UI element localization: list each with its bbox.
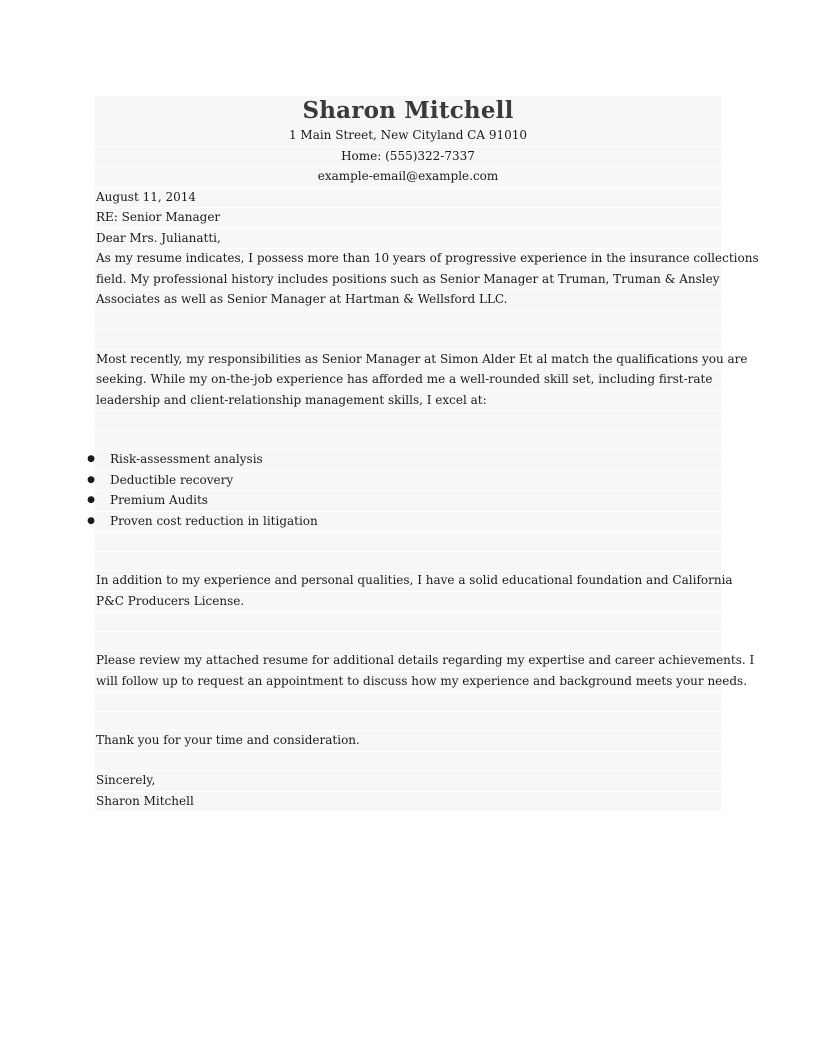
bullet-icon: ● bbox=[87, 474, 95, 485]
paragraph-4-line: Please review my attached resume for additional details regarding my expertise and career achievements. I bbox=[95, 651, 721, 672]
letter-salutation: Dear Mrs. Julianatti, bbox=[95, 229, 721, 250]
blank-line bbox=[95, 612, 721, 632]
skill-text: Proven cost reduction in litigation bbox=[110, 513, 318, 528]
paragraph-1-line: Associates as well as Senior Manager at Hartman & Wellsford LLC. bbox=[95, 290, 721, 311]
paragraph-3-line: P&C Producers License. bbox=[95, 592, 721, 613]
skill-text: Risk-assessment analysis bbox=[110, 452, 263, 466]
paragraph-4 bbox=[95, 651, 755, 692]
bullet-icon: ● bbox=[87, 515, 95, 526]
blank-line bbox=[95, 692, 721, 712]
bullet-icon: ● bbox=[87, 495, 95, 505]
bullet-icon: ● bbox=[87, 454, 95, 464]
paragraph-3-line: In addition to my experience and personal qualities, I have a solid educational foundation and California bbox=[95, 571, 721, 592]
sender-email: example-email@example.com bbox=[95, 167, 721, 188]
letter-subject: RE: Senior Manager bbox=[95, 208, 721, 229]
skills-list bbox=[87, 450, 721, 532]
paragraph-2-line: leadership and client-relationship management skills, I excel at: bbox=[95, 391, 721, 412]
closing: Sincerely, bbox=[95, 771, 721, 792]
sender-address: 1 Main Street, New Cityland CA 91010 bbox=[95, 126, 721, 147]
signature-name: Sharon Mitchell bbox=[95, 792, 721, 813]
skills-list-item bbox=[87, 450, 721, 471]
blank-line bbox=[95, 712, 721, 732]
letter-page bbox=[87, 96, 759, 812]
thank-you-line: Thank you for your time and consideration. bbox=[95, 731, 721, 752]
blank-line bbox=[95, 532, 721, 552]
blank-line bbox=[95, 431, 721, 451]
blank-line bbox=[95, 411, 721, 431]
sender-phone: Home: (555)322-7337 bbox=[95, 147, 721, 168]
skill-text: Deductible recovery bbox=[110, 472, 234, 487]
skills-list-item bbox=[87, 471, 721, 492]
paragraph-2-line: seeking. While my on-the-job experience has afforded me a well-rounded skill set, including first-rate bbox=[95, 370, 721, 391]
paragraph-1-line: As my resume indicates, I possess more than 10 years of progressive experience in the insurance collections bbox=[95, 249, 721, 270]
blank-line bbox=[95, 552, 721, 572]
paragraph-1-line: field. My professional history includes positions such as Senior Manager at Truman, Truman & Ansley bbox=[95, 270, 721, 291]
paragraph-2-line: Most recently, my responsibilities as Senior Manager at Simon Alder Et al match the qualifications you are bbox=[95, 350, 721, 371]
skills-list-item bbox=[87, 491, 721, 512]
paragraph-1 bbox=[95, 249, 759, 311]
sender-name: Sharon Mitchell bbox=[95, 96, 721, 126]
letter-date: August 11, 2014 bbox=[95, 188, 721, 209]
blank-line bbox=[95, 330, 721, 350]
paragraph-3 bbox=[95, 571, 733, 612]
skill-text: Premium Audits bbox=[110, 493, 208, 507]
blank-line bbox=[95, 632, 721, 652]
skills-list-item bbox=[87, 512, 721, 533]
blank-line bbox=[95, 311, 721, 331]
blank-line bbox=[95, 752, 721, 772]
paragraph-2 bbox=[95, 350, 748, 412]
paragraph-4-line: will follow up to request an appointment to discuss how my experience and background meets your needs. bbox=[95, 672, 721, 693]
